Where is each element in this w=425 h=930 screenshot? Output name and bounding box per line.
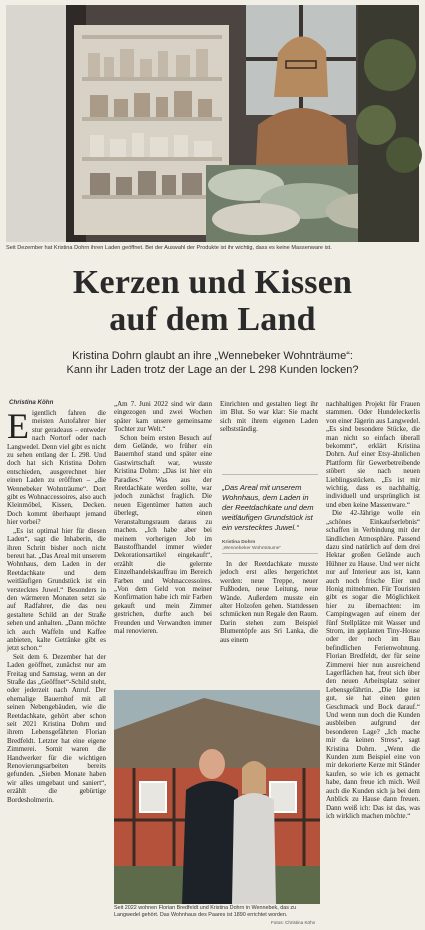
top-photo-caption: Seit Dezember hat Kristina Dohrn ihren Laden geöffnet. Bei der Auswahl der Produkte ist ihr wichtig, dass es keine Massenware ist. bbox=[6, 245, 332, 251]
article-column-1 bbox=[7, 406, 106, 804]
article-column-3-continued bbox=[220, 560, 318, 688]
paragraph: In der Reetdachkate musste jedoch erst alles hergerichtet werden: neue Treppe, neuer Fußboden, neue Leitung, neue Wände. Außerdem musste ein alter Holzofen gehen. Stattdessen schmücken nun Regale den Raum. Darin stehen zum Beispiel Blumentöpfe aus Sri Lanka, die aus einem bbox=[220, 560, 318, 644]
paragraph: Seit dem 6. Dezember hat der Laden geöffnet, zunächst nur am Freitag und Samstag, wenn an der Straße das „Geöffnet“-Schild steht, oder jederzeit nach Anruf. Der ehemalige Bauernhof mit all seinen Nebengebäuden, wie die Reetdachkate, gehört aber schon seit 2021 Kristina Dohrn und ihrem Lebensgefährten Florian Bredfeldt. Letzter hat eine eigene Zimmerei. Somit waren die Handwerker für die wichtigen Renovierungsarbeiten bereits gefunden. „Sieben Monate haben wir alles umgebaut und saniert“, erzählt die gebürtige Bordesholmerin. bbox=[7, 652, 106, 804]
subheadline-line-1: Kristina Dohrn glaubt an ihre „Wennebeker Wohnträume“: bbox=[72, 350, 353, 362]
bottom-photo-caption: Seit 2022 wohnen Florian Bredfeldt und Kristina Dohrn in Wennebek, das zu Langwedel gehört. Das Wohnhaus des Paares ist 1890 errichtet worden. bbox=[114, 905, 297, 919]
paragraph: igentlich fahren die meisten Autofahrer hier stur geradeaus – entweder nach Nortorf oder nach Langwedel. Denn viel gibt es nicht zu sehen entlang der L 298. Und doch hat sich Kristina Dohrn entschieden, ausgerechnet hier einen Laden zu eröffnen – „die Wennebeker Wohnträume“. Dort gibt es Wohnaccessoires, also auch Kleinmöbel, Kissen, Decken. Doch kommt überhaupt jemand hier vorbei? bbox=[7, 409, 106, 527]
headline bbox=[0, 264, 425, 338]
article-column-2 bbox=[114, 400, 212, 688]
paragraph: nachhaltigen Projekt für Frauen stammen. Oder Hundeleckerlis von einer Jägerin aus Langwedel. „Es sind besondere Stücke, die man nicht so einfach überall bekommt“, erklärt Kristina Dohrn. Auf einer Etsy-ähnlichen Plattform für Gewerbetreibende stöbert sie nach neuen Lieblingsstücken. „Es ist mir wichtig, dass es nachhaltig, individuell und ursprünglich ist und eben keine Massenware.“ bbox=[326, 400, 420, 509]
pull-quote-role: „Wennebeker Wohnträume“ bbox=[222, 546, 282, 551]
paragraph: Schon beim ersten Besuch auf dem Gelände, wo früher ein Bauernhof stand und später eine Gastwirtschaft war, wusste Kristina Dohrn: „Das ist hier ein Paradies.“ Was aus der Reetdachkate werden sollte, war jedoch zunächst fraglich. Die neuen Eigentümer hatten auch überlegt, einen Veranstaltungsraum daraus zu machen. „Ich habe aber bei meinem vorherigen Job im Baustoffhandel immer wieder Dekorationsartikel eingekauft“, erzählt die gelernte Einzelhandelskauffrau im Bereich Farben und Wohnaccessoires. „Von dem Geld von meiner Konfirmation habe ich mir Farben gekauft und mein Zimmer gestrichen, durfte auch bei Freunden und Verwandten immer mal renovieren. bbox=[114, 433, 212, 635]
shop-interior-photo bbox=[6, 5, 419, 242]
photo-credit: Fotos: Christina Köhn bbox=[271, 920, 316, 925]
article-column-3 bbox=[220, 400, 318, 440]
quote-divider-top bbox=[222, 474, 318, 475]
paragraph: Die 42-Jährige wolle ein „schönes Einkaufserlebnis“ schaffen in Verbindung mit der ländlichen Atmosphäre. Passend dazu sind natürlich auf dem drei Hektar großen Gelände auch Hühner zu Hause. Und wer nicht nur auf Interieur aus ist, kann auch noch frische Eier und Honig mitnehmen. Für Touristen gibt es sogar die Möglichkeit hier zu übernachten: im Campingwagen auf einem der fünf Stellplätze mit Wasser und Strom, im geplanten Tiny-House oder der noch im Bau befindlichen Ferienwohnung. Florian Bredfeldt, der für seine Zimmerei hier nun ausreichend Lagerflächen hat, freut sich über den neuen Arbeitsplatz seiner Lebensgefährtin. „Die Idee ist gut, sie hat einen guten Geschmack und Bock darauf.“ Und wenn nun doch die Kunden ausbleiben aufgrund der besonderen Lage? „Ich mache mir da keinen Stress“, sagt Kristina Dohrn. „Wenn die Kunden zum Beispiel eine von mir dekorierte Kerze mit Ständer kaufen, so wie ich es gemacht habe, dann freue ich mich. Weil auch die Kunden sich ja bei dem Anblick zu Hause dann freuen. Dann weiß ich: Das ist das, was ich wirklich machen möchte.“ bbox=[326, 509, 420, 820]
subheadline-line-2: Kann ihr Laden trotz der Lage an der L 298 Kunden locken? bbox=[66, 364, 359, 376]
paragraph: Einrichten und gestalten liegt ihr im Blut. So war klar: Sie macht sich mit ihrem eigenen Laden selbstständig. bbox=[220, 400, 318, 434]
pull-quote-name: Kristina Dohrn bbox=[222, 540, 256, 545]
quote-divider-bottom bbox=[222, 553, 318, 554]
headline-line-2: auf dem Land bbox=[109, 301, 316, 338]
subheadline bbox=[0, 349, 425, 377]
paragraph: „Es ist optimal hier für diesen Laden“, sagt die Inhaberin, die ihren Schritt bisher noch nicht bereut hat. „Das Areal mit unserem Wohnhaus, dem Laden in der Reetdachkate und dem weitläufigen Grundstück ist ein verstecktes Juwel.“ Besonders in den wärmeren Monaten setzt sie auf Radfahrer, die das neu gestaltete Schild an der Straße sehen und anhalten. „Dann möchte ich auch Waffeln und Kaffee anbieten, kalte Getränke gibt es jetzt schon.“ bbox=[7, 526, 106, 653]
drop-cap: E bbox=[7, 406, 29, 446]
article-column-4 bbox=[326, 400, 420, 925]
couple-house-photo bbox=[114, 690, 320, 904]
author-byline: Christina Köhn bbox=[9, 399, 54, 406]
paragraph: „Am 7. Juni 2022 sind wir dann eingezogen und zwei Wochen später kam unsere gemeinsame Tochter zur Welt.“ bbox=[114, 400, 212, 434]
pull-quote: „Das Areal mit unserem Wohnhaus, dem Laden in der Reetdachkate und dem weitläufigen Grundstück ist ein verstecktes Juwel.“ bbox=[222, 483, 314, 532]
headline-line-1: Kerzen und Kissen bbox=[72, 264, 353, 301]
